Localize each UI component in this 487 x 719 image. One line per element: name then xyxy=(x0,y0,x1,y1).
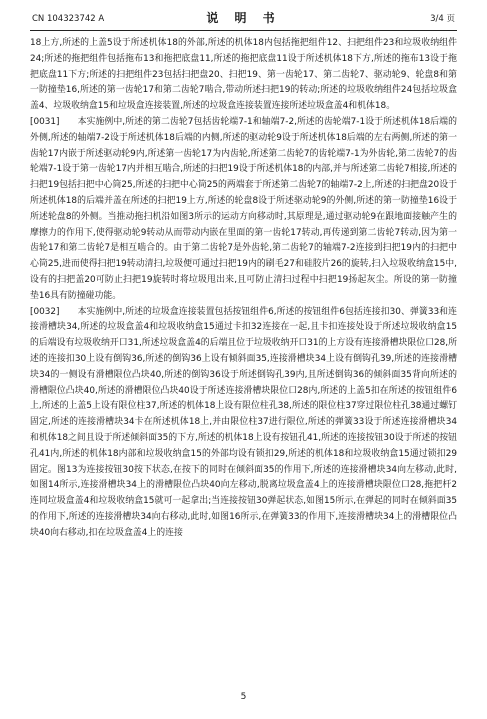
publication-number: CN 104323742 A xyxy=(32,14,105,24)
paragraph-text: 18上方,所述的上盖5设于所述机体18的外部,所述的机体18内包括拖把组件12、扫把组件23和垃圾收纳组件24;所述的拖把组件包括拖布13和拖把底盘11,所述的拖把底盘11设于所述机体18下方,所述的拖布13设于拖把底盘11下方;所述的扫把组件23包括扫把盘20、扫把19、第一齿轮17、第二齿轮7、驱动轮9、轮盘8和第一防撞垫16,所述的第一齿轮17和第二齿轮7啮合,带动所述扫把19的转动;所述的垃圾收纳组件24包括垃圾盒盖4、垃圾收纳盒15和垃圾盒连接装置,所述的垃圾盒连接装置连接所述垃圾盒盖4和机体18。 xyxy=(30,38,457,112)
paragraph-text: 本实施例中,所述的垃圾盒连接装置包括按钮组件6,所述的按钮组件6包括连接扣30、弹簧33和连接滑槽块34,所述的垃圾盒盖4和垃圾收纳盒15通过卡扣32连接在一起,且卡扣连接处设于所述垃圾收纳盒15的后端设有垃圾收纳开口31,所述垃圾盒盖4的后端且位于垃圾收纳开口31的上方设有连接滑槽块限位口28,所述的连接扣30上设有倒钩36,所述的倒钩36上设有倾斜面35,连接滑槽块34上设有倒钩孔39,所述的连接滑槽块34的一侧设有滑槽限位凸块40,所述的倒钩36设于所述倒钩孔39内,且所述倒钩36的倾斜面35背向所述的滑槽限位凸块40,所述的滑槽限位凸块40设于所述连接滑槽块限位口28内,所述的上盖5扣在所述的按钮组件6上,所述的上盖5上设有限位柱37,所述的机体18上设有限位柱孔38,所述的限位柱37穿过限位柱孔38通过螺钉固定,所述的连接滑槽块34卡在所述机体18上,并由限位柱37进行限位,所述的弹簧33设于所述连接滑槽块34和机体18之间且设于所述倾斜面35的下方,所述的机体18上设有按钮孔41,所述的连接按钮30设于所述的按钮孔41内,所述的机体18内部和垃圾收纳盒15的外部均设有锁扣29,所述的机体18和垃圾收纳盒15通过锁扣29固定。图13为连接按钮30按下状态,在按下的同时在倾斜面35的作用下,所述的连接滑槽块34向左移动,此时,如图14所示,连接滑槽块34上的滑槽限位凸块40向左移动,脱离垃圾盒盖4上的连接滑槽块限位口28,拖把杆2连同垃圾盒盖4和垃圾收纳盒15就可一起拿出;当连接按钮30弹起状态,如图15所示,在弹起的同时在倾斜面35的作用下,所述的连接滑槽块34向右移动,此时,如图16所示,在弹簧33的作用下,连接滑槽块34上的滑槽限位凸块40向右移动,扣在垃圾盒盖4上的连接 xyxy=(30,306,457,538)
document-body xyxy=(30,36,457,542)
paragraph-continued xyxy=(30,36,457,115)
paragraph-number: [0031] xyxy=(30,116,60,127)
page-indicator: 3/4 页 xyxy=(430,14,455,24)
paragraph-0032 xyxy=(30,305,457,542)
paragraph-0031 xyxy=(30,115,457,305)
paragraph-number: [0032] xyxy=(30,306,60,317)
page-header xyxy=(30,10,457,28)
document-title: 说 明 书 xyxy=(206,11,281,25)
page-number: 5 xyxy=(240,692,247,702)
header-divider xyxy=(30,30,457,31)
paragraph-text: 本实施例中,所述的第二齿轮7包括齿轮端7-1和轴端7-2,所述的齿轮端7-1设于所述机体18后端的外侧,所述的轴端7-2设于所述机体18后端的内侧,所述的驱动轮9设于所述机体18后端的左右两侧,所述的第一齿轮17内嵌于所述驱动轮9内,所述第一齿轮17为内齿轮,所述第二齿轮7的齿轮端7-1为外齿轮,第二齿轮7的齿轮端7-1设于第一齿轮17内并相互啮合,所述的扫把19设于所述机体18的内部,并与所述第二齿轮7相接,所述的扫把19包括扫把中心筒25,所述的扫把中心筒25的两端套于所述第二齿轮7的轴端7-2上,所述的扫把盘20设于所述机体18的后端并盖在所述的扫把19上方,所述的轮盘8设于所述驱动轮9的外侧,所述的第一防撞垫16设于所述轮盘8的外侧。当推动拖扫机沿如图3所示的运动方向移动时,其原理是,通过驱动轮9在跟地面接触产生的摩擦力的作用下,使得驱动轮9转动从而带动内嵌在里面的第一齿轮17转动,再传递到第二齿轮7转动,因为第一齿轮17和第二齿轮7是相互啮合的。由于第二齿轮7是外齿轮,第二齿轮7的轴端7-2连接到扫把19内的扫把中心筒25,进而使得扫把19转动清扫,垃圾便可通过扫把19内的刷毛27和硅胶片26的旋转,扫入垃圾收纳盒15中,设有的扫把盖20可防止扫把19旋转时将垃圾甩出来,且可防止清扫过程中扫把19扬起灰尘。所设的第一防撞垫16具有防撞碰功能。 xyxy=(30,116,457,301)
